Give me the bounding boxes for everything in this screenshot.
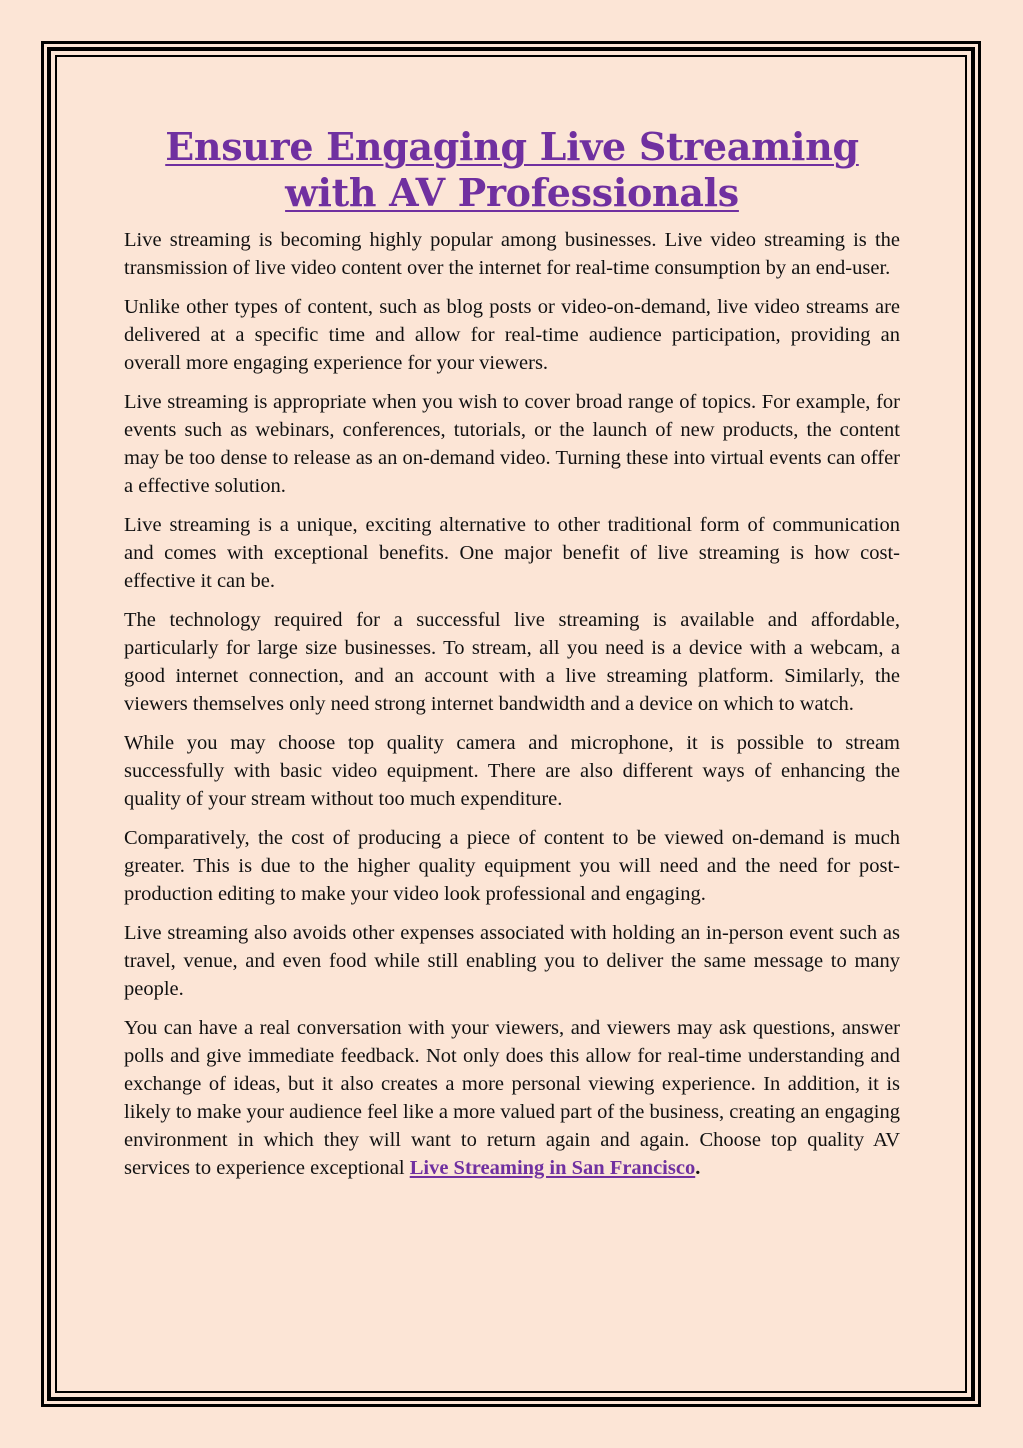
document-body — [124, 124, 900, 1193]
paragraph-4: Live streaming is a unique, exciting alternative to other traditional form of communication and comes with exceptional benefits. One major benefit of live streaming is how cost-effective it can be. — [124, 514, 900, 592]
title-line-2: with AV Professionals — [285, 170, 739, 215]
paragraph-6: While you may choose top quality camera and microphone, it is possible to stream successfully with basic video equipment. There are also different ways of enhancing the quality of your stream without too much expenditure. — [124, 732, 900, 810]
paragraph-2: Unlike other types of content, such as blog posts or video-on-demand, live video streams are delivered at a specific time and allow for real-time audience participation, providing an overall more engaging experience for your viewers. — [124, 296, 900, 374]
document-title — [124, 124, 900, 216]
paragraph-8: Live streaming also avoids other expenses associated with holding an in-person event such as travel, venue, and even food while still enabling you to deliver the same message to many people. — [124, 922, 900, 1000]
live-streaming-link[interactable]: Live Streaming in San Francisco — [409, 1157, 696, 1179]
title-line-1: Ensure Engaging Live Streaming — [165, 124, 859, 169]
paragraph-9 — [124, 1014, 900, 1182]
paragraph-1: Live streaming is becoming highly popular among businesses. Live video streaming is the transmission of live video content over the internet for real-time consumption by an end-user. — [124, 229, 900, 279]
paragraph-3: Live streaming is appropriate when you wish to cover broad range of topics. For example, for events such as webinars, conferences, tutorials, or the launch of new products, the content may be too dense to release as an on-demand video. Turning these into virtual events can offer a effective solution. — [124, 391, 900, 497]
paragraph-5: The technology required for a successful live streaming is available and affordable, particularly for large size businesses. To stream, all you need is a device with a webcam, a good internet connection, and an account with a live streaming platform. Similarly, the viewers themselves only need strong internet bandwidth and a device on which to watch. — [124, 609, 900, 715]
paragraph-9-text: You can have a real conversation with your viewers, and viewers may ask questions, answer polls and give immediate feedback. Not only does this allow for real-time understanding and exchange of ideas, but it also creates a more personal viewing experience. In addition, it is likely to make your audience feel like a more valued part of the business, creating an engaging environment in which they will want to return again and again. Choose top quality AV services to experience exceptional — [124, 1017, 900, 1179]
paragraph-9-end: . — [695, 1157, 701, 1179]
paragraph-7: Comparatively, the cost of producing a piece of content to be viewed on-demand is much greater. This is due to the higher quality equipment you will need and the need for post-production editing to make your video look professional and engaging. — [124, 827, 900, 905]
